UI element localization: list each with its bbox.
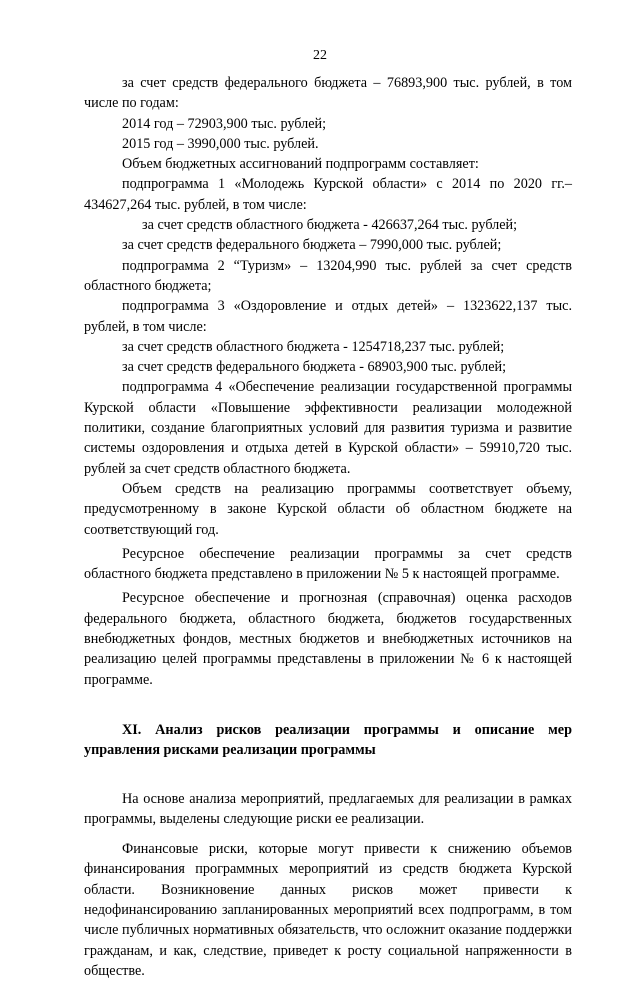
paragraph-year-2015: 2015 год – 3990,000 тыс. рублей. <box>122 135 319 152</box>
paragraph-year-2014: 2014 год – 72903,900 тыс. рублей; <box>122 115 327 132</box>
paragraph-appendix-6: Ресурсное обеспечение и прогнозная (справочная) оценка расходов федерального бюджета, областного бюджета, бюджетов государственных внебюджетных фондов, местных бюджетов и внебюджетных источников на реализацию целей программы представлены в приложении № 6 к настоящей программе. <box>84 590 572 688</box>
paragraph-appendix-5: Ресурсное обеспечение реализации программы за счет средств областного бюджета представлено в приложении № 5 к настоящей программе. <box>84 545 572 583</box>
paragraph-subprogram-1: подпрограмма 1 «Молодежь Курской области» с 2014 по 2020 гг.– 434627,264 тыс. рублей, в том числе: <box>84 176 572 213</box>
paragraph-subprogram-3-federal: за счет средств федерального бюджета - 68903,900 тыс. рублей; <box>122 359 507 376</box>
paragraph-subprogram-volume-intro: Объем бюджетных ассигнований подпрограмм составляет: <box>122 156 479 173</box>
section-heading-risks: XI. Анализ рисков реализации программы и описание мер управления рисками реализации программы <box>84 721 572 759</box>
paragraph-subprogram-4: подпрограмма 4 «Обеспечение реализации государственной программы Курской области «Повышение эффективности реализации молодежной политики, создание благоприятных условий для развития туризма и развитие системы оздоровления и отдыха детей в Курской области» – 59910,720 тыс. рублей за счет средств областного бюджета. <box>84 379 572 477</box>
page-number: 22 <box>313 48 327 63</box>
paragraph-subprogram-1-regional: за счет средств областного бюджета - 426637,264 тыс. рублей; <box>142 217 518 234</box>
paragraph-financial-risks: Финансовые риски, которые могут привести к снижению объемов финансирования программных мероприятий из средств бюджета Курской области. Возникновение данных рисков может привести к недофинансированию запланированных мероприятий всех подпрограмм, в том числе публичных нормативных обязательств, что осложнит оказание поддержки гражданам, и как, следствие, приведет к росту социальной напряженности в обществе. <box>84 841 572 979</box>
paragraph-risks-intro: На основе анализа мероприятий, предлагаемых для реализации в рамках программы, выделены следующие риски ее реализации. <box>84 790 572 827</box>
paragraph-budget-compliance: Объем средств на реализацию программы соответствует объему, предусмотренному в законе Курской области об областном бюджете на соответствующий год. <box>84 480 572 538</box>
paragraph-subprogram-2: подпрограмма 2 “Туризм» – 13204,990 тыс. рублей за счет средств областного бюджета; <box>84 257 572 294</box>
paragraph-subprogram-3: подпрограмма 3 «Оздоровление и отдых детей» – 1323622,137 тыс. рублей, в том числе: <box>84 298 572 335</box>
paragraph-federal-budget: за счет средств федерального бюджета – 76893,900 тыс. рублей, в том числе по годам: <box>84 75 572 112</box>
paragraph-subprogram-3-regional: за счет средств областного бюджета - 1254718,237 тыс. рублей; <box>122 338 505 355</box>
document-body <box>84 73 572 981</box>
paragraph-subprogram-1-federal: за счет средств федерального бюджета – 7990,000 тыс. рублей; <box>122 237 502 254</box>
